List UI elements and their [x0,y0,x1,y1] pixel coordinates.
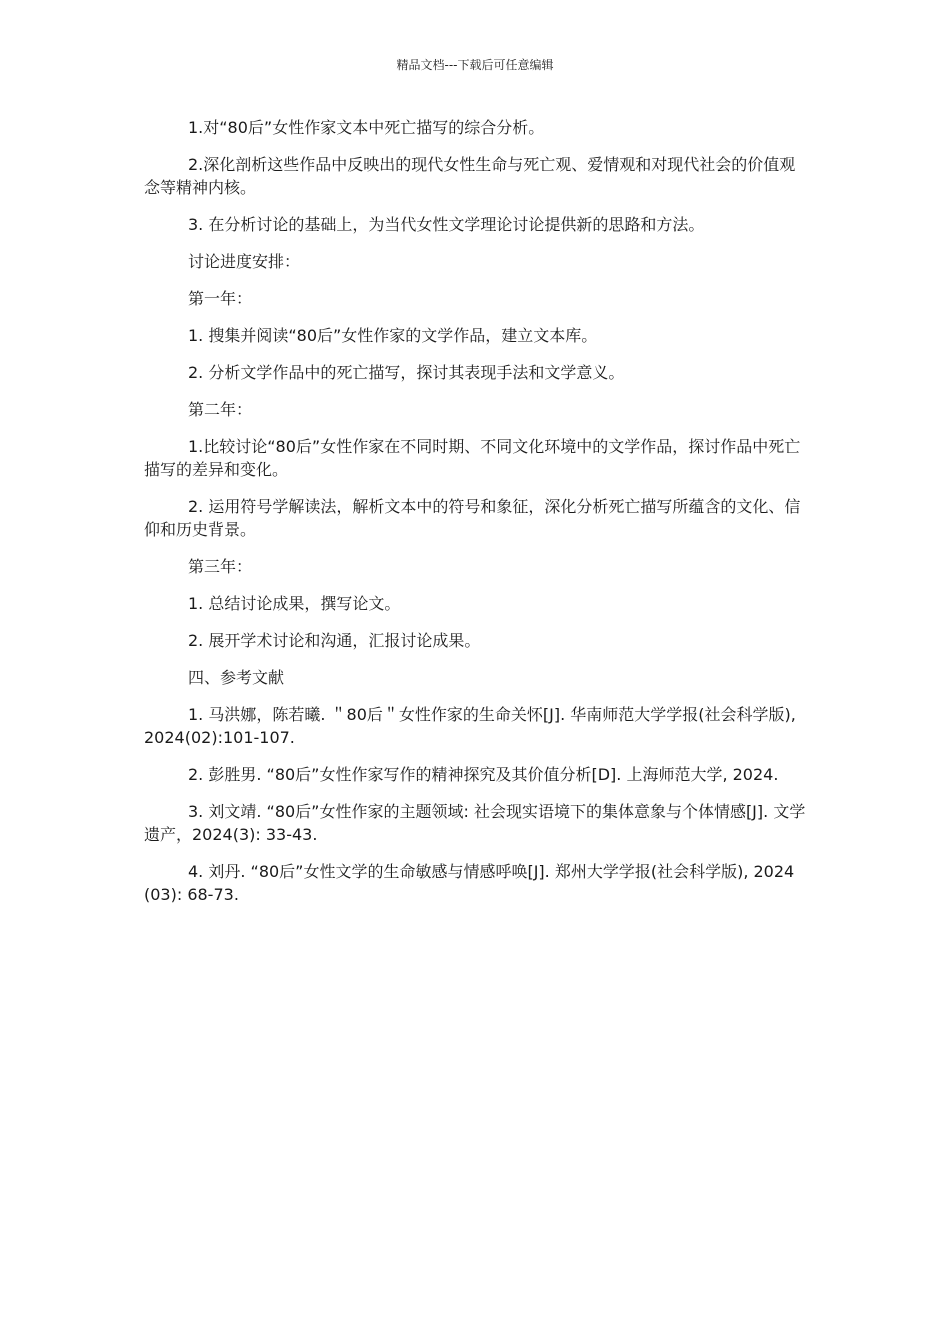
year-2-item-2: 2. 运用符号学解读法，解析文本中的符号和象征，深化分析死亡描写所蕴含的文化、信仰和历史背景。 [144,497,801,539]
objective-1: 1.对“80后”女性作家文本中死亡描写的综合分析。 [188,118,545,137]
reference-1: 1. 马洪娜，陈若曦. ＂80后＂女性作家的生命关怀[J]. 华南师范大学学报(社会科学版), 2024(02):101-107. [144,705,796,747]
year-1-heading: 第一年： [188,289,253,308]
year-2-heading: 第二年： [188,400,253,419]
year-3-item-2: 2. 展开学术讨论和沟通，汇报讨论成果。 [188,631,481,650]
objective-3: 3. 在分析讨论的基础上，为当代女性文学理论讨论提供新的思路和方法。 [188,215,705,234]
document-body [144,116,806,920]
year-1-item-2: 2. 分析文学作品中的死亡描写，探讨其表现手法和文学意义。 [188,363,625,382]
page-header: 精品文档---下载后可任意编辑 [396,58,554,72]
schedule-heading: 讨论进度安排： [188,252,301,271]
year-1-item-1: 1. 搜集并阅读“80后”女性作家的文学作品，建立文本库。 [188,326,598,345]
reference-2: 2. 彭胜男. “80后”女性作家写作的精神探究及其价值分析[D]. 上海师范大学, 2024. [188,765,779,784]
reference-4: 4. 刘丹. “80后”女性文学的生命敏感与情感呼唤[J]. 郑州大学学报(社会科学版), 2024(03): 68-73. [144,862,795,904]
reference-3: 3. 刘文靖. “80后”女性作家的主题领域: 社会现实语境下的集体意象与个体情感[J]. 文学遗产，2024(3): 33-43. [144,802,806,844]
year-3-item-1: 1. 总结讨论成果，撰写论文。 [188,594,401,613]
references-heading: 四、参考文献 [188,668,285,687]
objective-2: 2.深化剖析这些作品中反映出的现代女性生命与死亡观、爱情观和对现代社会的价值观念等精神内核。 [144,155,796,197]
year-3-heading: 第三年： [188,557,253,576]
year-2-item-1: 1.比较讨论“80后”女性作家在不同时期、不同文化环境中的文学作品，探讨作品中死亡描写的差异和变化。 [144,437,801,479]
